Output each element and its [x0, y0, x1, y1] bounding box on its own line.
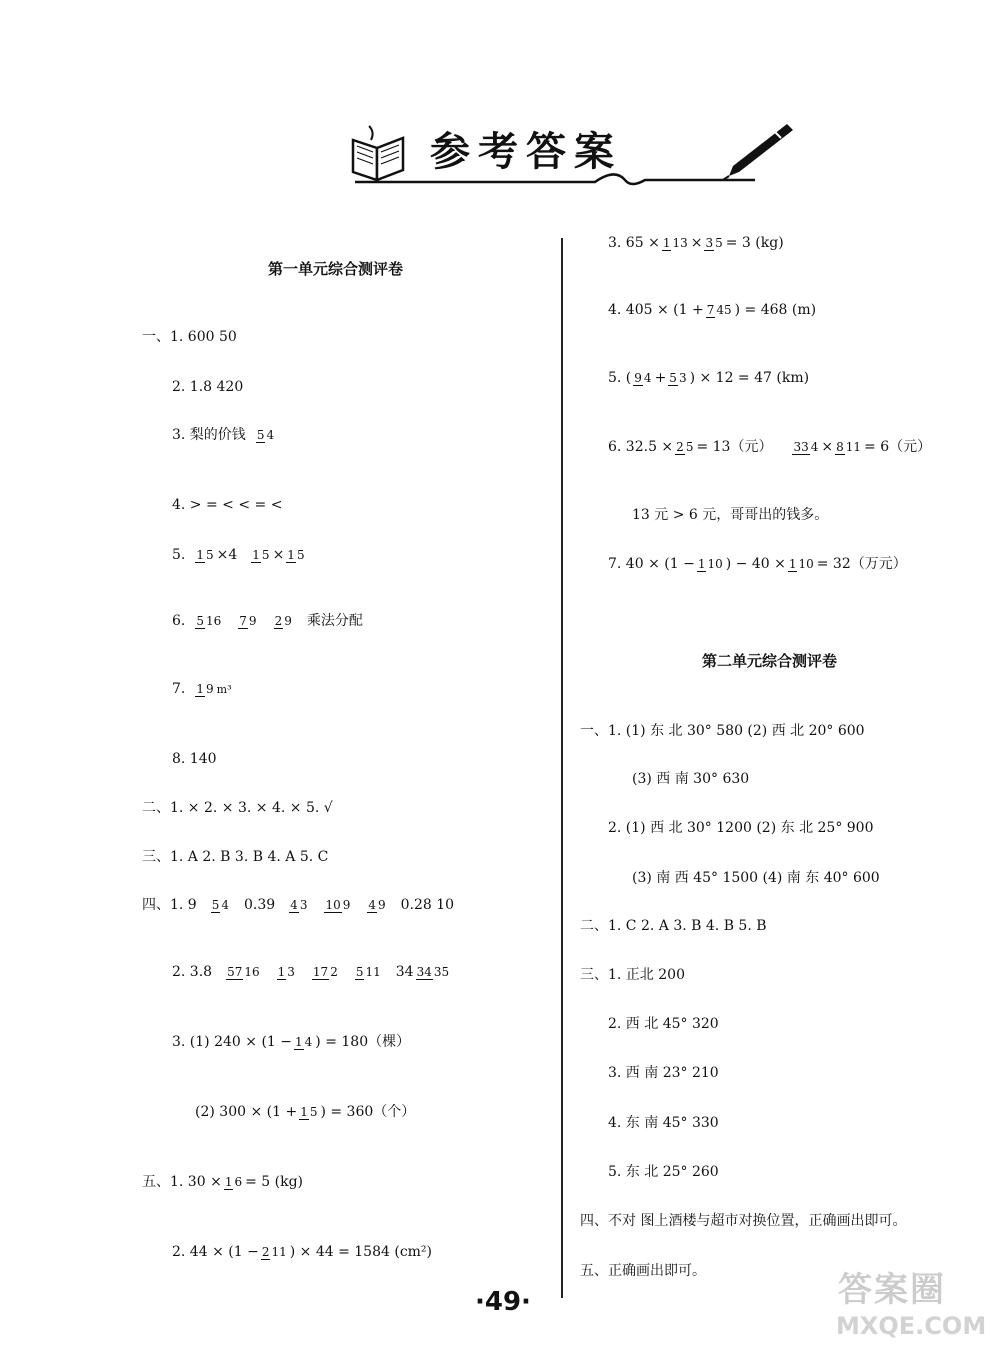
denominator: 4: [810, 439, 819, 454]
text: 五、1. 30 ×: [142, 1174, 222, 1190]
numerator: 57: [227, 964, 243, 979]
answer-u2-a2: [632, 772, 749, 786]
answer-4-2: [172, 965, 452, 979]
fraction: [224, 1176, 243, 1189]
text: 34: [395, 964, 414, 980]
text: 2. 西 北 45° 320: [608, 1016, 719, 1032]
numerator: 1: [196, 547, 204, 562]
text: 一、1. (1) 东 北 30° 580 (2) 西 北 20° 600: [580, 723, 865, 739]
denominator: 35: [433, 964, 450, 979]
answer-r6: [608, 440, 931, 454]
answer-u2-a3: [608, 821, 874, 835]
answer-r6-note: [632, 508, 828, 522]
answer-1-2: [172, 380, 243, 394]
numerator: 5: [196, 613, 204, 628]
answer-u2-c4: [608, 1116, 719, 1130]
text: = 32（万元）: [816, 556, 907, 572]
text: 6.: [172, 613, 186, 629]
answer-5-1: [142, 1175, 303, 1189]
denominator: 9: [378, 897, 386, 912]
text: = 6（元）: [864, 439, 932, 455]
numerator: 2: [274, 613, 283, 628]
denominator: 4: [266, 427, 275, 442]
unit1-title: 第一单元综合测评卷: [268, 260, 404, 278]
text: 7. 40 × (1 −: [608, 556, 695, 572]
answer-u2-c2: [608, 1017, 719, 1031]
page-title: 参考答案: [430, 128, 622, 175]
answer-1-6: [172, 614, 363, 628]
numerator: 2: [676, 439, 684, 454]
text: 2. 44 × (1 −: [172, 1244, 259, 1260]
text: 2. 3.8: [172, 964, 213, 980]
denominator: 5: [685, 439, 694, 454]
answer-u2-a1: [580, 724, 865, 738]
answer-u2-c5: [608, 1165, 719, 1179]
denominator: 4: [643, 370, 652, 385]
fraction: [668, 372, 687, 385]
fraction: [367, 899, 386, 912]
answer-u2-e: [580, 1264, 706, 1278]
numerator: 3: [705, 235, 714, 250]
answer-1-3: [172, 428, 277, 442]
answer-4-3a: [172, 1035, 410, 1049]
answer-3: [142, 850, 328, 864]
text: 四、1. 9: [142, 897, 197, 913]
numerator: 1: [295, 1034, 303, 1049]
answer-r3: [608, 236, 784, 250]
fraction: [662, 237, 689, 250]
fraction: [195, 683, 214, 696]
answer-u2-c1: [580, 968, 685, 982]
text: 4. 东 南 45° 330: [608, 1115, 719, 1131]
answer-r5: [608, 371, 809, 385]
numerator: 8: [836, 439, 844, 454]
fraction: [195, 549, 214, 562]
fraction: [211, 899, 230, 912]
denominator: 3: [678, 370, 687, 385]
text: 3. 梨的价钱: [172, 427, 246, 443]
fraction: [251, 549, 270, 562]
denominator: 45: [716, 302, 732, 317]
fraction: [226, 966, 261, 979]
text: ×: [690, 235, 703, 251]
watermark-logo: 答案圈: [838, 1270, 946, 1310]
text: 乘法分配: [306, 613, 363, 629]
text: 4. 405 × (1 +: [608, 302, 704, 318]
column-divider: [561, 238, 563, 1298]
text: 4. > = < < = <: [172, 497, 283, 513]
text: 2. 1.8 420: [172, 379, 244, 395]
fraction: [675, 441, 694, 454]
text: (3) 西 南 30° 630: [632, 771, 750, 787]
denominator: 11: [845, 439, 862, 454]
numerator: 5: [355, 964, 364, 979]
numerator: 7: [239, 613, 247, 628]
text: = 13（元）: [696, 439, 773, 455]
text: ) = 360（个）: [320, 1104, 416, 1120]
fraction: [792, 441, 819, 454]
fraction: [277, 966, 296, 979]
denominator: 9: [206, 681, 214, 696]
answer-4-1: [142, 898, 454, 912]
fraction: [706, 304, 733, 317]
numerator: 9: [634, 370, 642, 385]
answer-1-5: [172, 548, 308, 562]
text: ) = 468 (m): [734, 302, 817, 318]
text: 四、不对 图上酒楼与超市对换位置，正确画出即可。: [580, 1213, 907, 1229]
title-underline: [355, 160, 775, 190]
answer-r4: [608, 303, 816, 317]
text: 5.: [172, 547, 186, 563]
numerator: 10: [325, 897, 341, 912]
fraction: [299, 1106, 318, 1119]
text: 7.: [172, 681, 186, 697]
fraction: [289, 899, 308, 912]
text: = 5 (kg): [245, 1174, 304, 1190]
denominator: 10: [707, 556, 723, 571]
denominator: 5: [309, 1104, 318, 1119]
pen-icon: [715, 120, 795, 180]
answer-u2-d: [580, 1214, 906, 1228]
text: 13 元 > 6 元，哥哥出的钱多。: [632, 507, 829, 523]
fraction: [238, 615, 257, 628]
numerator: 1: [224, 1174, 233, 1189]
denominator: 3: [287, 964, 295, 979]
numerator: 4: [290, 897, 298, 912]
denominator: 10: [798, 556, 814, 571]
answer-1-8: [172, 752, 217, 766]
text: (3) 南 西 45° 1500 (4) 南 东 40° 600: [632, 870, 880, 886]
numerator: 1: [788, 556, 797, 571]
denominator: 13: [672, 235, 688, 250]
answer-1-1: [142, 330, 237, 344]
fraction: [256, 429, 275, 442]
answer-r7: [608, 557, 907, 571]
text: ×: [821, 439, 834, 455]
text: 5. 东 北 25° 260: [608, 1164, 719, 1180]
text: ) × 12 = 47 (km): [689, 370, 810, 386]
text: ) × 44 = 1584 (cm²): [289, 1244, 433, 1260]
denominator: 11: [271, 1244, 287, 1259]
denominator: 6: [234, 1174, 243, 1189]
fraction: [835, 441, 862, 454]
denominator: 16: [206, 613, 222, 628]
denominator: 5: [715, 235, 723, 250]
text: 三、1. 正北 200: [580, 967, 685, 983]
text: ×: [272, 547, 285, 563]
numerator: 1: [662, 235, 671, 250]
text: 一、1. 600 50: [142, 329, 237, 345]
text: 3. 西 南 23° 210: [608, 1065, 719, 1081]
text: 五、正确画出即可。: [580, 1263, 706, 1279]
denominator: 9: [342, 897, 351, 912]
numerator: 1: [196, 681, 204, 696]
text: 二、1. × 2. × 3. × 4. × 5. √: [142, 800, 333, 816]
fraction: [324, 899, 351, 912]
numerator: 2: [261, 1244, 270, 1259]
denominator: 16: [244, 964, 260, 979]
denominator: 2: [330, 964, 338, 979]
fraction: [274, 615, 293, 628]
numerator: 34: [416, 964, 432, 979]
fraction: [788, 558, 815, 571]
denominator: 3: [299, 897, 308, 912]
fraction: [633, 372, 652, 385]
page-number: ·49·: [475, 1287, 531, 1317]
text: (2) 300 × (1 +: [195, 1104, 298, 1120]
unit: m³: [216, 682, 232, 696]
answer-5-2: [172, 1245, 432, 1259]
text: 三、1. A 2. B 3. B 4. A 5. C: [142, 849, 329, 865]
answer-1-7: [172, 682, 231, 696]
numerator: 7: [706, 302, 715, 317]
denominator: 4: [304, 1034, 313, 1049]
denominator: 9: [248, 613, 257, 628]
fraction: [697, 558, 724, 571]
text: = 3 (kg): [725, 235, 784, 251]
watermark: [830, 1262, 995, 1352]
numerator: 33: [793, 439, 809, 454]
numerator: 5: [211, 897, 220, 912]
watermark-url: MXQE.COM: [836, 1312, 987, 1340]
text: 8. 140: [172, 751, 217, 767]
text: ×4: [216, 547, 238, 563]
denominator: 4: [221, 897, 229, 912]
numerator: 17: [312, 964, 329, 979]
denominator: 9: [284, 613, 292, 628]
denominator: 5: [296, 547, 305, 562]
text: 5. (: [608, 370, 632, 386]
text: 2. (1) 西 北 30° 1200 (2) 东 北 25° 900: [608, 820, 874, 836]
fraction: [312, 966, 339, 979]
fraction: [355, 966, 382, 979]
fraction: [286, 549, 305, 562]
fraction: [294, 1036, 313, 1049]
numerator: 1: [697, 556, 706, 571]
text: 二、1. C 2. A 3. B 4. B 5. B: [580, 918, 767, 934]
numerator: 1: [287, 547, 295, 562]
answer-u2-b: [580, 919, 767, 933]
text: ) − 40 ×: [725, 556, 786, 572]
text: 0.39: [244, 897, 276, 913]
text: 6. 32.5 ×: [608, 439, 674, 455]
answer-1-4: [172, 498, 282, 512]
numerator: 4: [368, 897, 377, 912]
answer-u2-a4: [632, 871, 880, 885]
numerator: 1: [277, 964, 286, 979]
numerator: 5: [669, 370, 677, 385]
fraction: [261, 1246, 288, 1259]
answer-2: [142, 801, 333, 815]
denominator: 11: [365, 964, 381, 979]
text: 3. 65 ×: [608, 235, 660, 251]
numerator: 1: [252, 547, 260, 562]
unit2-title: 第二单元综合测评卷: [702, 652, 838, 670]
text: ) = 180（棵）: [315, 1034, 411, 1050]
fraction: [416, 966, 451, 979]
text: 0.28 10: [400, 897, 455, 913]
text: +: [654, 370, 667, 386]
answer-u2-c3: [608, 1066, 719, 1080]
denominator: 5: [206, 547, 214, 562]
answer-4-3b: [195, 1105, 415, 1119]
text: 3. (1) 240 × (1 −: [172, 1034, 292, 1050]
fraction: [195, 615, 222, 628]
numerator: 5: [256, 427, 265, 442]
denominator: 5: [261, 547, 270, 562]
numerator: 1: [300, 1104, 308, 1119]
fraction: [704, 237, 723, 250]
